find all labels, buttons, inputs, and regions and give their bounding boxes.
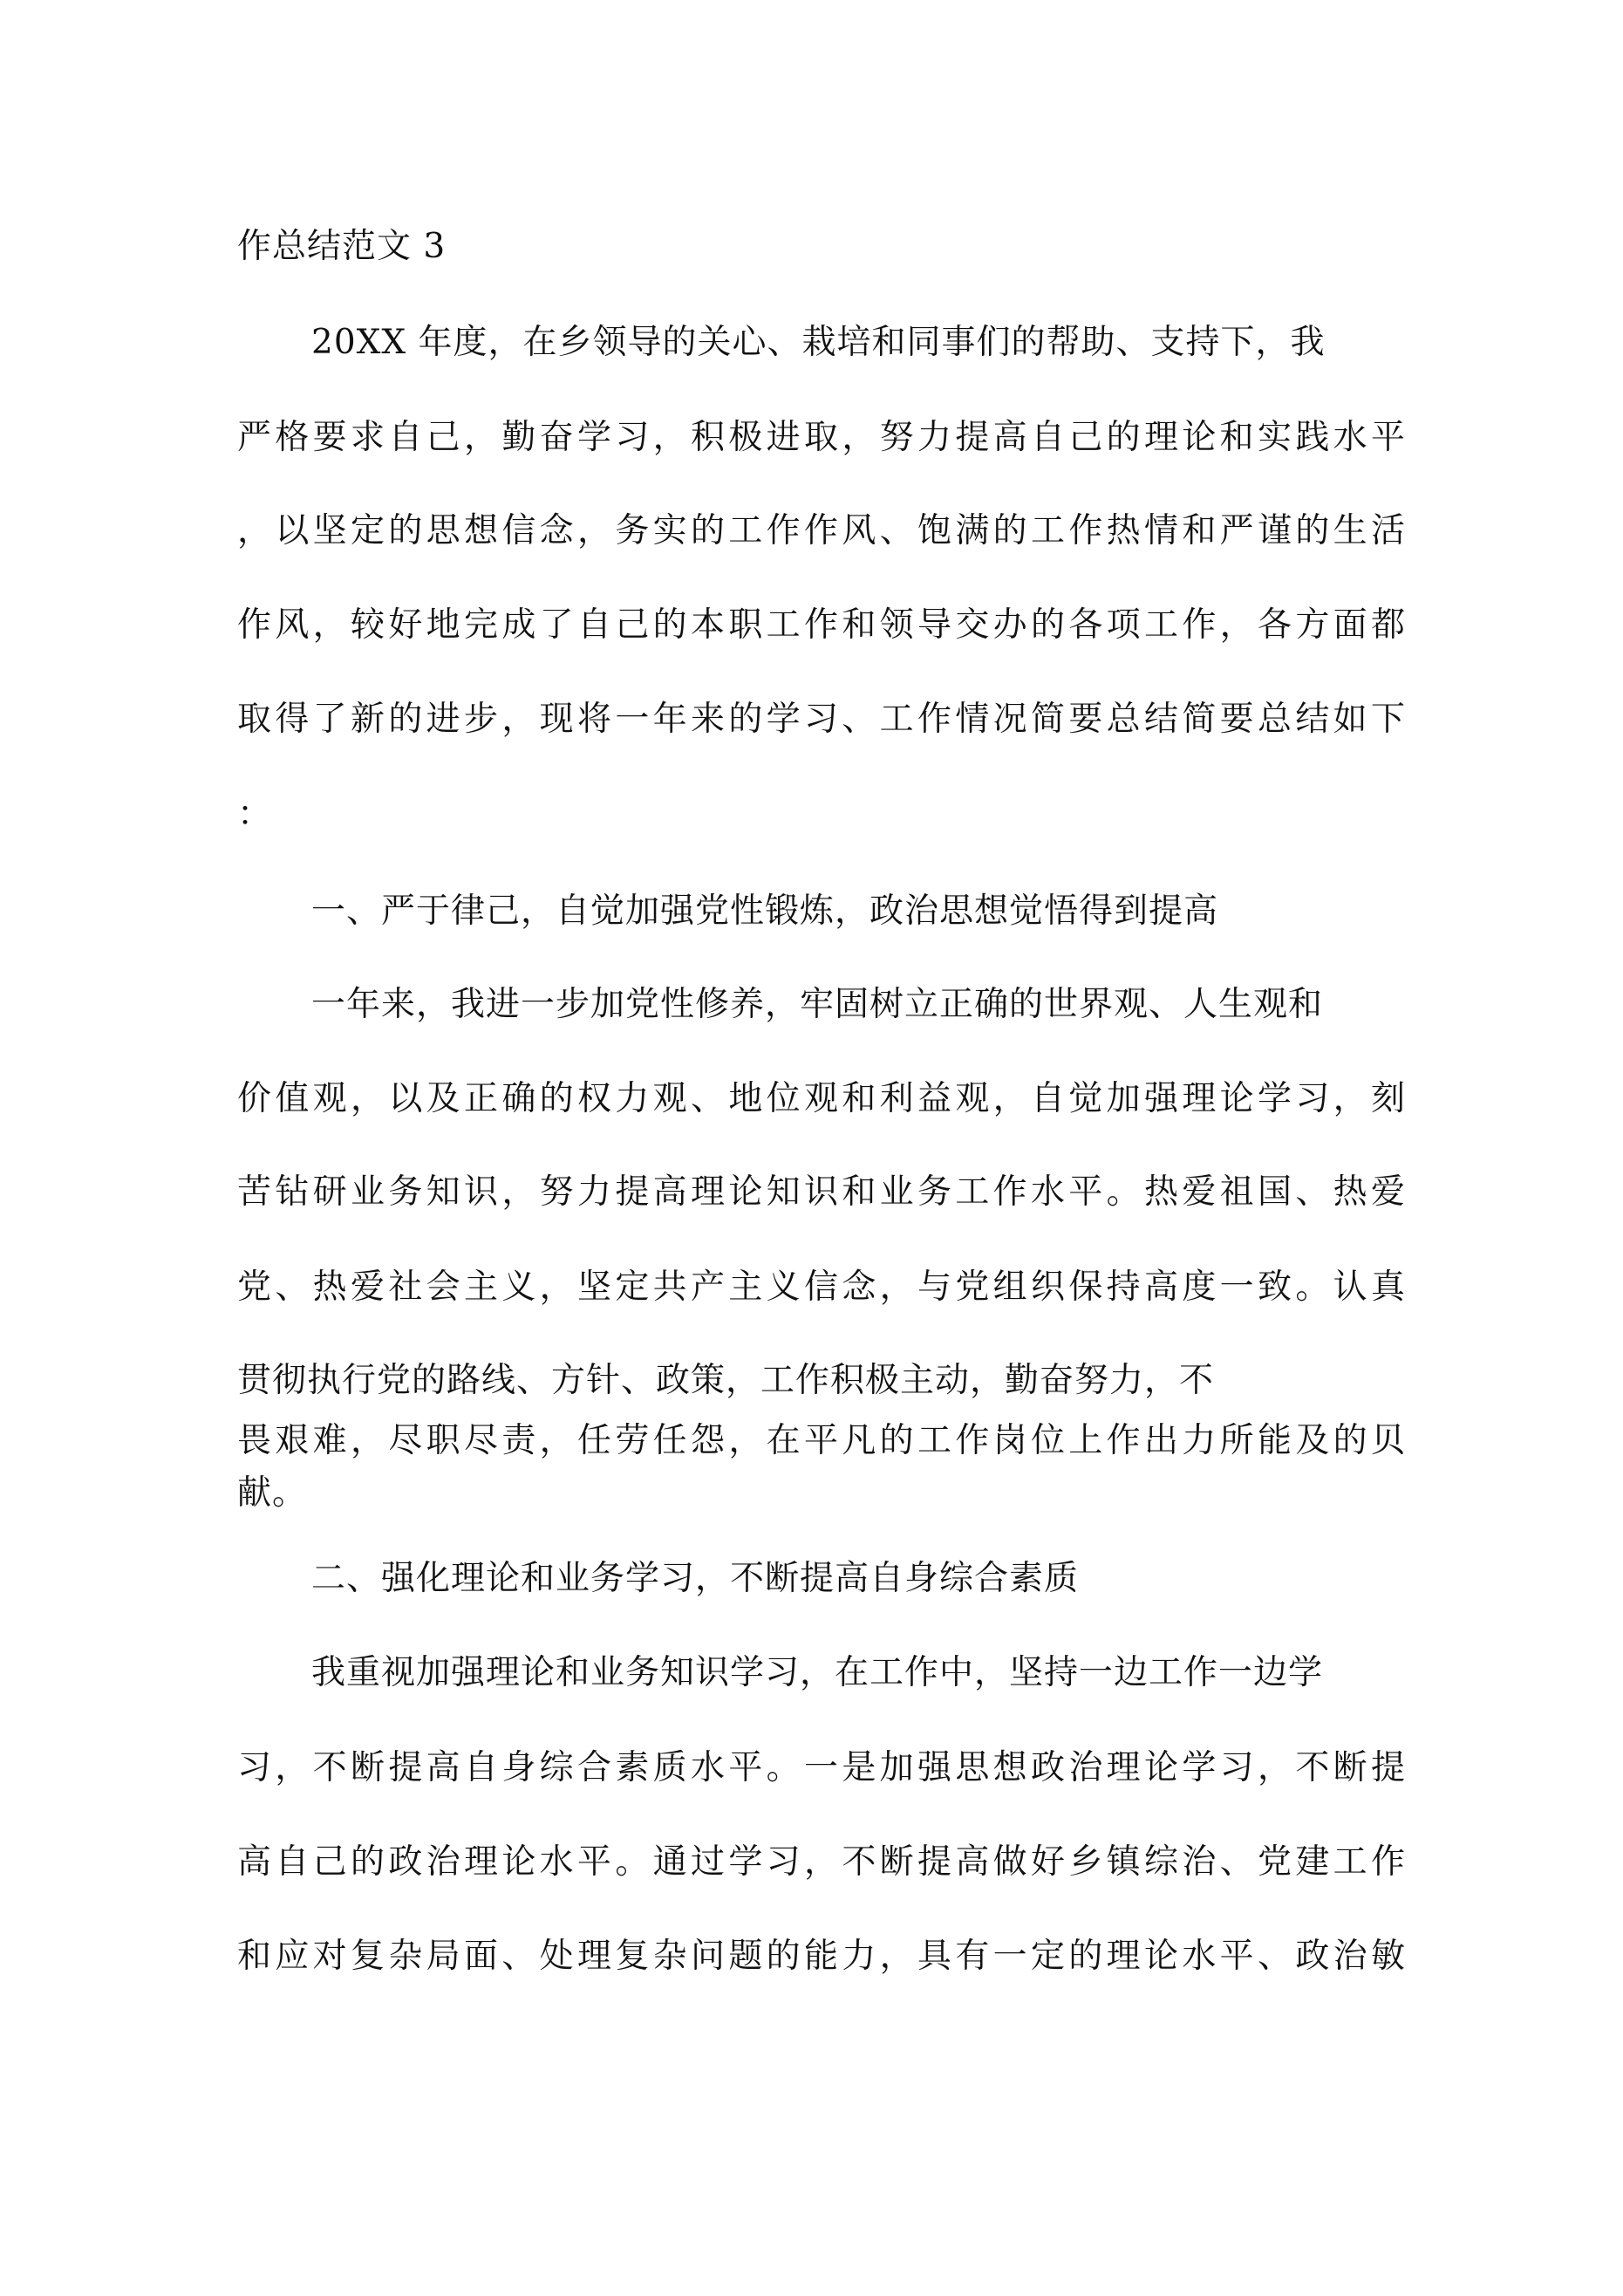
paragraph-line-10: 党、热爱社会主义，坚定共产主义信念，与党组织保持高度一致。认真 [237, 1268, 1406, 1307]
paragraph-line-7: 一年来，我进一步加党性修养，牢固树立正确的世界观、人生观和 [311, 985, 1324, 1024]
paragraph-line-4: 作风，较好地完成了自己的本职工作和领导交办的各项工作，各方面都 [237, 605, 1406, 645]
paragraph-line-12: 畏艰难，尽职尽责，任劳任怨，在平凡的工作岗位上作出力所能及的贝 [237, 1421, 1406, 1460]
paragraph-line-13: 献。 [237, 1473, 308, 1513]
paragraph-line-17: 和应对复杂局面、处理复杂问题的能力，具有一定的理论水平、政治敏 [237, 1937, 1406, 1976]
paragraph-line-5: 取得了新的进步，现将一年来的学习、工作情况简要总结简要总结如下 [237, 700, 1406, 739]
paragraph-line-6: ： [237, 795, 273, 834]
document-heading: 作总结范文 3 [237, 227, 447, 266]
paragraph-line-14: 我重视加强理论和业务知识学习，在工作中，坚持一边工作一边学 [311, 1653, 1324, 1692]
paragraph-line-11: 贯彻执行党的路线、方针、政策，工作积极主动，勤奋努力，不 [237, 1361, 1215, 1400]
paragraph-line-3: ，以坚定的思想信念，务实的工作作风、饱满的工作热情和严谨的生活 [237, 511, 1406, 550]
paragraph-line-16: 高自己的政治理论水平。通过学习，不断提高做好乡镇综治、党建工作 [237, 1842, 1406, 1882]
paragraph-line-9: 苦钻研业务知识，努力提高理论知识和业务工作水平。热爱祖国、热爱 [237, 1172, 1406, 1212]
paragraph-line-2: 严格要求自己，勤奋学习，积极进取，努力提高自己的理论和实践水平 [237, 418, 1406, 457]
section-heading-2: 二、强化理论和业务学习，不断提高自身综合素质 [311, 1559, 1080, 1598]
paragraph-line-8: 价值观，以及正确的权力观、地位观和利益观，自觉加强理论学习，刻 [237, 1079, 1406, 1118]
paragraph-line-15: 习，不断提高自身综合素质水平。一是加强思想政治理论学习，不断提 [237, 1748, 1406, 1787]
section-heading-1: 一、严于律己，自觉加强党性锻炼，政治思想觉悟得到提高 [311, 892, 1219, 931]
paragraph-line-1: 20XX 年度，在乡领导的关心、栽培和同事们的帮助、支持下，我 [311, 323, 1326, 362]
